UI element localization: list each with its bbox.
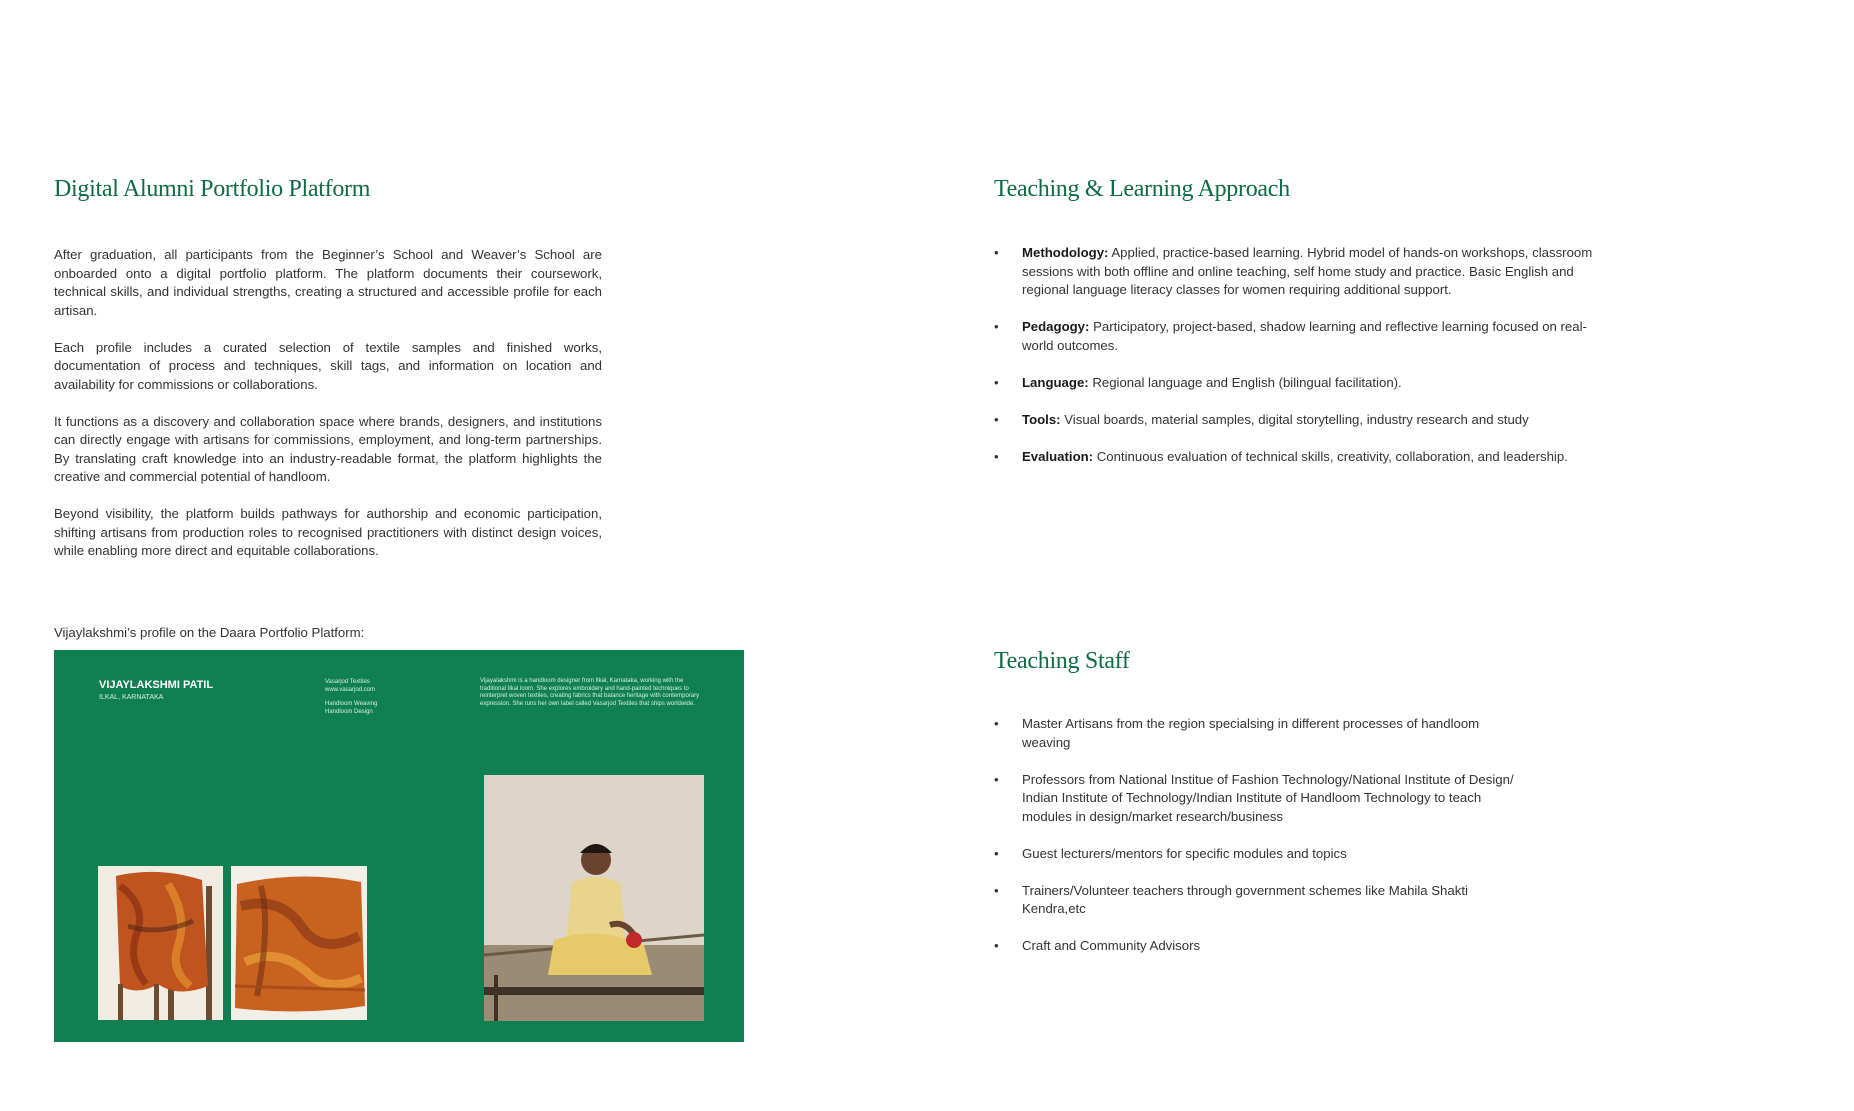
item-text: Master Artisans from the region specialsing in different processes of handloom weaving — [1022, 716, 1480, 750]
profile-skill: Handloom Design — [325, 709, 373, 715]
bullet: • — [994, 845, 999, 861]
bullet: • — [994, 771, 999, 787]
staff-list — [994, 715, 1594, 974]
portfolio-body — [54, 246, 602, 579]
profile-skill: Handloom Weaving — [325, 701, 378, 707]
list-item — [994, 411, 1602, 430]
profile-brand: Vasarjod Textiles — [325, 679, 370, 685]
bullet: • — [994, 882, 999, 898]
portfolio-paragraph: Each profile includes a curated selection of textile samples and finished works, documentation of process and techniques, skill tags, and information on location and availability for commissions or collaborations. — [54, 339, 602, 392]
bullet: • — [994, 411, 999, 427]
bullet: • — [994, 245, 999, 260]
portfolio-paragraph: It functions as a discovery and collaboration space where brands, designers, and institutions can directly engage with artisans for commissions, employment, and long-term partnerships. By translating craft knowledge into an industry-readable format, the platform highlights the creative and commercial potential of handloom. — [54, 413, 602, 484]
list-item — [994, 845, 1522, 864]
item-text: Trainers/Volunteer teachers through government schemes like Mahila Shakti Kendra,etc — [1022, 882, 1468, 916]
item-text: Craft and Community Advisors — [1022, 938, 1201, 953]
item-text: Applied, practice-based learning. Hybrid model of hands-on workshops, classroom sessions with both offline and online teaching, self home study and practice. Basic English and regional language literacy classes for women requiring additional support. — [1022, 245, 1593, 297]
bullet: • — [994, 319, 999, 334]
item-label: Methodology: — [1022, 245, 1109, 260]
profile-name: VIJAYLAKSHMI PATIL — [99, 679, 214, 691]
list-item — [994, 771, 1522, 827]
list-item — [994, 318, 1602, 355]
list-item — [994, 244, 1602, 300]
portfolio-paragraph: Beyond visibility, the platform builds pathways for authorship and economic participation, shifting artisans from production roles to recognised practitioners with distinct design voices, while enabling more direct and equitable collaborations. — [54, 506, 602, 558]
item-label: Tools: — [1022, 411, 1061, 427]
profile-website: www.vasarjod.com — [325, 687, 376, 693]
item-label: Evaluation: — [1022, 448, 1094, 464]
portfolio-paragraph: After graduation, all participants from the Beginner’s School and Weaver’s School are onboarded onto a digital portfolio platform. The platform documents their coursework, technical skills, and individual strengths, creating a structured and accessible profile for each artisan. — [54, 247, 602, 318]
item-text: Regional language and English (bilingual facilitation). — [1088, 374, 1402, 390]
list-item — [994, 374, 1602, 393]
item-text: Guest lecturers/mentors for specific modules and topics — [1022, 845, 1347, 861]
weaver-photo — [484, 775, 704, 1021]
staff-heading: Teaching Staff — [994, 648, 1130, 674]
profile-location: ILKAL, KARNATAKA — [99, 694, 164, 701]
bullet: • — [994, 448, 999, 464]
item-label: Language: — [1022, 374, 1089, 390]
item-text: Visual boards, material samples, digital storytelling, industry research and study — [1060, 411, 1529, 427]
bullet: • — [994, 374, 999, 390]
profile-bio: Vijayalakshmi is a handloom designer from Ilkal, Karnataka, working with the traditional Ilkal loom. She explores embroidery and hand-painted techniques to reinterpret woven textiles, creating fabrics that balance heritage with contemporary expression. She runs her own label called Vasarjod Textiles that ships worldwide. — [480, 678, 700, 707]
bullet: • — [994, 938, 999, 953]
item-label: Pedagogy: — [1022, 319, 1090, 334]
list-item — [994, 448, 1602, 467]
folded-textile-photo — [231, 866, 367, 1020]
portfolio-heading: Digital Alumni Portfolio Platform — [54, 176, 371, 202]
profile-details — [325, 678, 377, 716]
profile-caption: Vijaylakshmi’s profile on the Daara Portfolio Platform: — [54, 625, 365, 640]
approach-list — [994, 244, 1594, 485]
list-item — [994, 882, 1522, 919]
list-item — [994, 715, 1522, 752]
profile-card — [54, 650, 744, 1042]
bullet: • — [994, 716, 999, 731]
item-text: Participatory, project-based, shadow learning and reflective learning focused on real-world outcomes. — [1022, 319, 1587, 353]
approach-heading: Teaching & Learning Approach — [994, 176, 1290, 202]
list-item — [994, 937, 1522, 956]
item-text: Continuous evaluation of technical skills, creativity, collaboration, and leadership. — [1093, 448, 1568, 464]
item-text: Professors from National Institue of Fashion Technology/National Institute of Design/ Indian Institute of Technology/Indian Institute of Handloom Technology to teach modules in design/market research/business — [1022, 771, 1514, 824]
textile-chair-photo — [98, 866, 223, 1020]
